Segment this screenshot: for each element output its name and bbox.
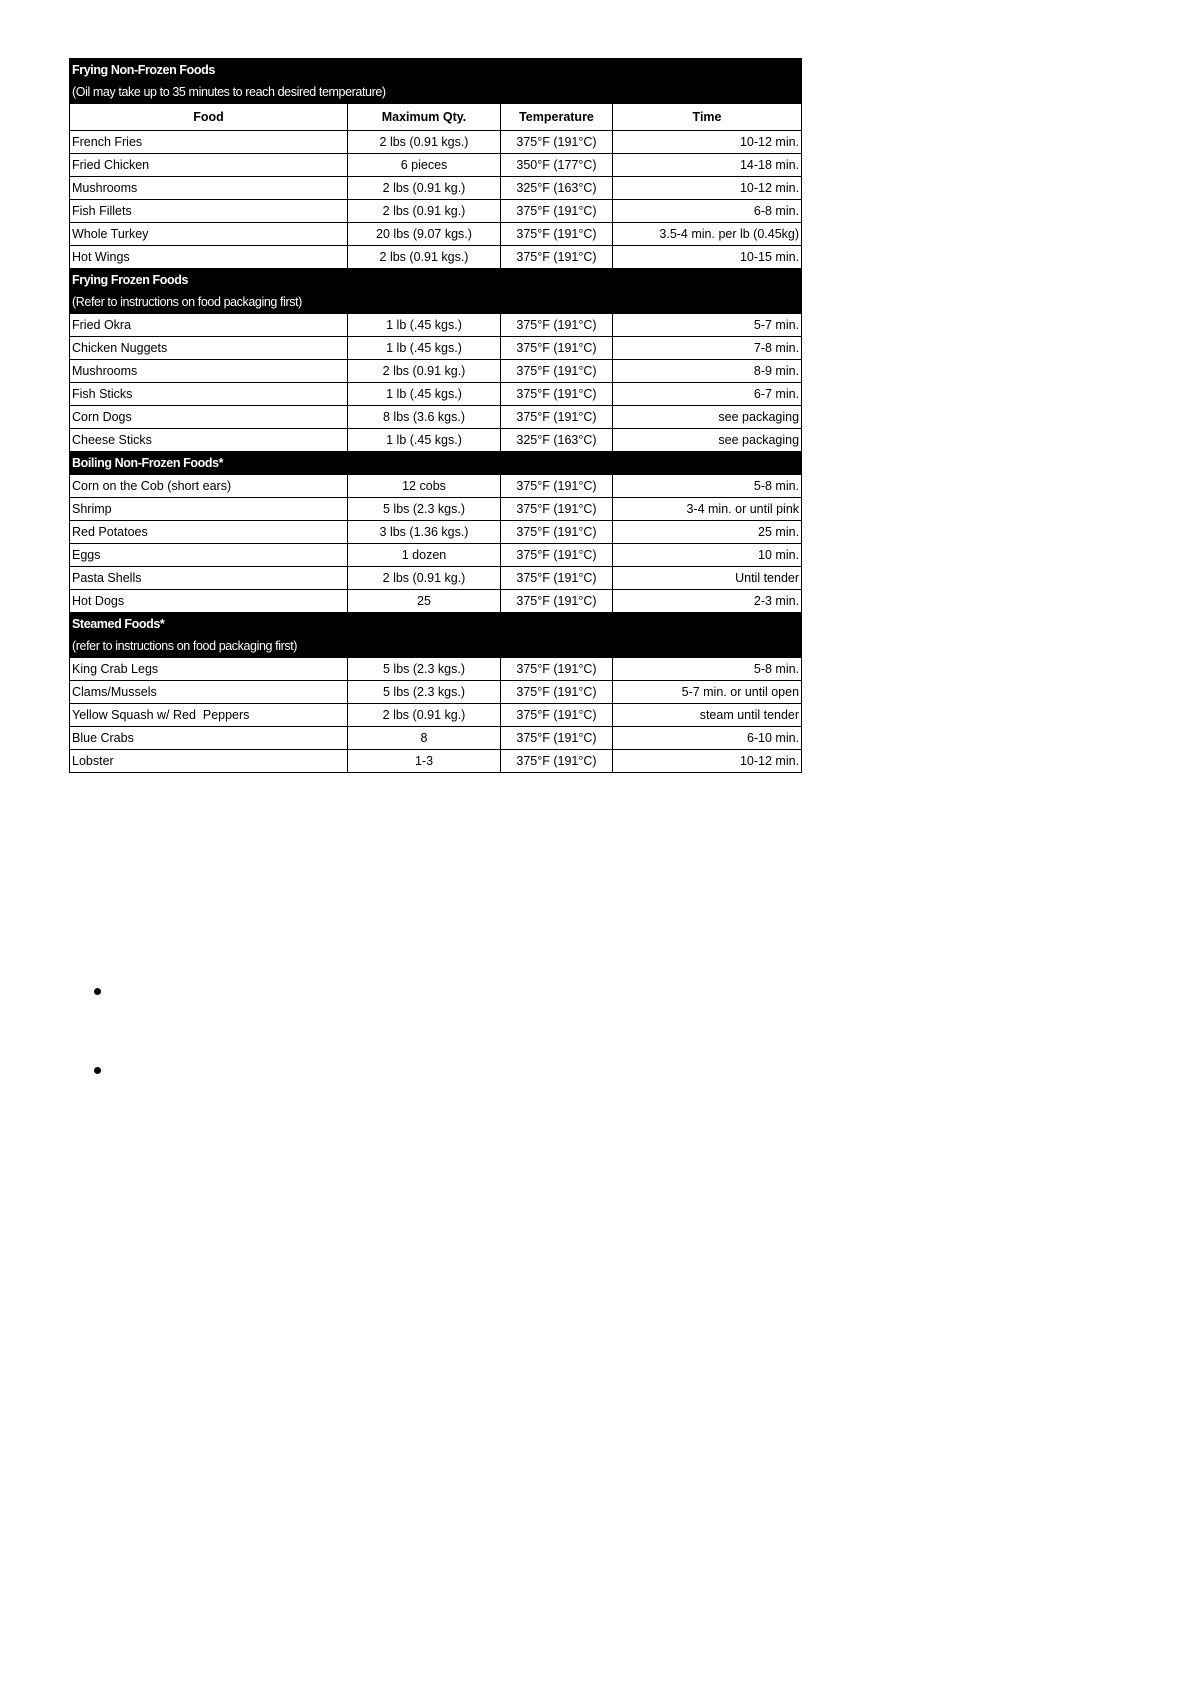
table-row — [70, 383, 802, 406]
food-cell: Fish Sticks — [70, 383, 348, 406]
qty-cell: 2 lbs (0.91 kg.) — [348, 704, 501, 727]
column-header-row — [70, 104, 802, 131]
temp-cell: 375°F (191°C) — [501, 681, 613, 704]
food-cell: Hot Wings — [70, 246, 348, 269]
temp-cell: 375°F (191°C) — [501, 360, 613, 383]
temp-cell: 375°F (191°C) — [501, 337, 613, 360]
time-cell: see packaging — [613, 429, 802, 452]
qty-cell: 1-3 — [348, 750, 501, 773]
table-row — [70, 590, 802, 613]
food-cell: Clams/Mussels — [70, 681, 348, 704]
table-row — [70, 544, 802, 567]
temp-cell: 375°F (191°C) — [501, 750, 613, 773]
temp-cell: 375°F (191°C) — [501, 475, 613, 498]
temp-cell: 375°F (191°C) — [501, 658, 613, 681]
qty-cell: 8 — [348, 727, 501, 750]
table-row — [70, 154, 802, 177]
qty-cell: 2 lbs (0.91 kgs.) — [348, 246, 501, 269]
time-cell: 10-15 min. — [613, 246, 802, 269]
time-cell: 14-18 min. — [613, 154, 802, 177]
section-title: Frying Non-Frozen Foods — [72, 63, 215, 77]
time-cell: see packaging — [613, 406, 802, 429]
food-cell: Red Potatoes — [70, 521, 348, 544]
table-row — [70, 200, 802, 223]
qty-cell: 2 lbs (0.91 kg.) — [348, 200, 501, 223]
temp-cell: 375°F (191°C) — [501, 567, 613, 590]
section-title: Steamed Foods* — [72, 617, 165, 631]
table-row — [70, 658, 802, 681]
time-cell: 6-10 min. — [613, 727, 802, 750]
food-cell: Corn Dogs — [70, 406, 348, 429]
table-row — [70, 475, 802, 498]
food-cell: Shrimp — [70, 498, 348, 521]
table-row — [70, 337, 802, 360]
temp-cell: 375°F (191°C) — [501, 498, 613, 521]
qty-cell: 6 pieces — [348, 154, 501, 177]
section-title: Frying Frozen Foods — [72, 273, 189, 287]
column-header-qty: Maximum Qty. — [348, 104, 501, 131]
time-cell: 2-3 min. — [613, 590, 802, 613]
time-cell: 5-8 min. — [613, 658, 802, 681]
food-cell: Lobster — [70, 750, 348, 773]
table-row — [70, 567, 802, 590]
food-cell: Fried Chicken — [70, 154, 348, 177]
qty-cell: 20 lbs (9.07 kgs.) — [348, 223, 501, 246]
section-subtitle: (refer to instructions on food packaging first) — [72, 639, 298, 653]
food-cell: Fried Okra — [70, 314, 348, 337]
temp-cell: 325°F (163°C) — [501, 429, 613, 452]
time-cell: steam until tender — [613, 704, 802, 727]
column-header-temp: Temperature — [501, 104, 613, 131]
food-cell: Pasta Shells — [70, 567, 348, 590]
table-row — [70, 429, 802, 452]
section-subtitle: (Oil may take up to 35 minutes to reach desired temperature) — [72, 85, 386, 99]
food-cell: Mushrooms — [70, 177, 348, 200]
food-cell: Fish Fillets — [70, 200, 348, 223]
food-cell: Mushrooms — [70, 360, 348, 383]
table-row — [70, 246, 802, 269]
time-cell: 7-8 min. — [613, 337, 802, 360]
time-cell: 10-12 min. — [613, 177, 802, 200]
time-cell: 6-7 min. — [613, 383, 802, 406]
table-row — [70, 750, 802, 773]
qty-cell: 2 lbs (0.91 kg.) — [348, 567, 501, 590]
food-cell: Yellow Squash w/ Red Peppers — [70, 704, 348, 727]
food-cell: Chicken Nuggets — [70, 337, 348, 360]
temp-cell: 375°F (191°C) — [501, 521, 613, 544]
table-row — [70, 177, 802, 200]
time-cell: 10-12 min. — [613, 131, 802, 154]
time-cell: 10 min. — [613, 544, 802, 567]
table-row — [70, 681, 802, 704]
time-cell: 5-7 min. — [613, 314, 802, 337]
column-header-time: Time — [613, 104, 802, 131]
table-row — [70, 704, 802, 727]
qty-cell: 1 lb (.45 kgs.) — [348, 429, 501, 452]
time-cell: 5-8 min. — [613, 475, 802, 498]
food-cell: Hot Dogs — [70, 590, 348, 613]
temp-cell: 375°F (191°C) — [501, 406, 613, 429]
time-cell: 5-7 min. or until open — [613, 681, 802, 704]
food-cell: Whole Turkey — [70, 223, 348, 246]
table-row — [70, 521, 802, 544]
qty-cell: 25 — [348, 590, 501, 613]
table-row — [70, 223, 802, 246]
temp-cell: 350°F (177°C) — [501, 154, 613, 177]
section-header-boiling — [70, 452, 802, 475]
qty-cell: 2 lbs (0.91 kg.) — [348, 177, 501, 200]
qty-cell: 5 lbs (2.3 kgs.) — [348, 681, 501, 704]
temp-cell: 375°F (191°C) — [501, 590, 613, 613]
food-cell: Cheese Sticks — [70, 429, 348, 452]
temp-cell: 375°F (191°C) — [501, 704, 613, 727]
qty-cell: 8 lbs (3.6 kgs.) — [348, 406, 501, 429]
time-cell: 3-4 min. or until pink — [613, 498, 802, 521]
section-header-frying-frozen — [70, 269, 802, 314]
table-row — [70, 131, 802, 154]
qty-cell: 1 dozen — [348, 544, 501, 567]
time-cell: 10-12 min. — [613, 750, 802, 773]
time-cell: Until tender — [613, 567, 802, 590]
qty-cell: 1 lb (.45 kgs.) — [348, 383, 501, 406]
list-bullet — [94, 988, 101, 995]
table-row — [70, 360, 802, 383]
temp-cell: 375°F (191°C) — [501, 727, 613, 750]
qty-cell: 5 lbs (2.3 kgs.) — [348, 658, 501, 681]
food-cell: Eggs — [70, 544, 348, 567]
temp-cell: 375°F (191°C) — [501, 383, 613, 406]
section-header-frying-non-frozen — [70, 59, 802, 104]
time-cell: 6-8 min. — [613, 200, 802, 223]
temp-cell: 375°F (191°C) — [501, 314, 613, 337]
cooking-chart-table — [69, 58, 802, 773]
food-cell: Blue Crabs — [70, 727, 348, 750]
food-cell: French Fries — [70, 131, 348, 154]
food-cell: Corn on the Cob (short ears) — [70, 475, 348, 498]
temp-cell: 325°F (163°C) — [501, 177, 613, 200]
list-bullet — [94, 1067, 101, 1074]
section-title: Boiling Non-Frozen Foods* — [72, 456, 224, 470]
table-row — [70, 498, 802, 521]
temp-cell: 375°F (191°C) — [501, 544, 613, 567]
qty-cell: 1 lb (.45 kgs.) — [348, 337, 501, 360]
qty-cell: 2 lbs (0.91 kg.) — [348, 360, 501, 383]
temp-cell: 375°F (191°C) — [501, 246, 613, 269]
table-row — [70, 406, 802, 429]
qty-cell: 12 cobs — [348, 475, 501, 498]
time-cell: 3.5-4 min. per lb (0.45kg) — [613, 223, 802, 246]
qty-cell: 3 lbs (1.36 kgs.) — [348, 521, 501, 544]
table-row — [70, 314, 802, 337]
qty-cell: 1 lb (.45 kgs.) — [348, 314, 501, 337]
temp-cell: 375°F (191°C) — [501, 200, 613, 223]
time-cell: 8-9 min. — [613, 360, 802, 383]
temp-cell: 375°F (191°C) — [501, 131, 613, 154]
qty-cell: 5 lbs (2.3 kgs.) — [348, 498, 501, 521]
column-header-food: Food — [70, 104, 348, 131]
section-subtitle: (Refer to instructions on food packaging first) — [72, 295, 302, 309]
food-cell: King Crab Legs — [70, 658, 348, 681]
qty-cell: 2 lbs (0.91 kgs.) — [348, 131, 501, 154]
temp-cell: 375°F (191°C) — [501, 223, 613, 246]
section-header-steamed — [70, 613, 802, 658]
table-row — [70, 727, 802, 750]
time-cell: 25 min. — [613, 521, 802, 544]
